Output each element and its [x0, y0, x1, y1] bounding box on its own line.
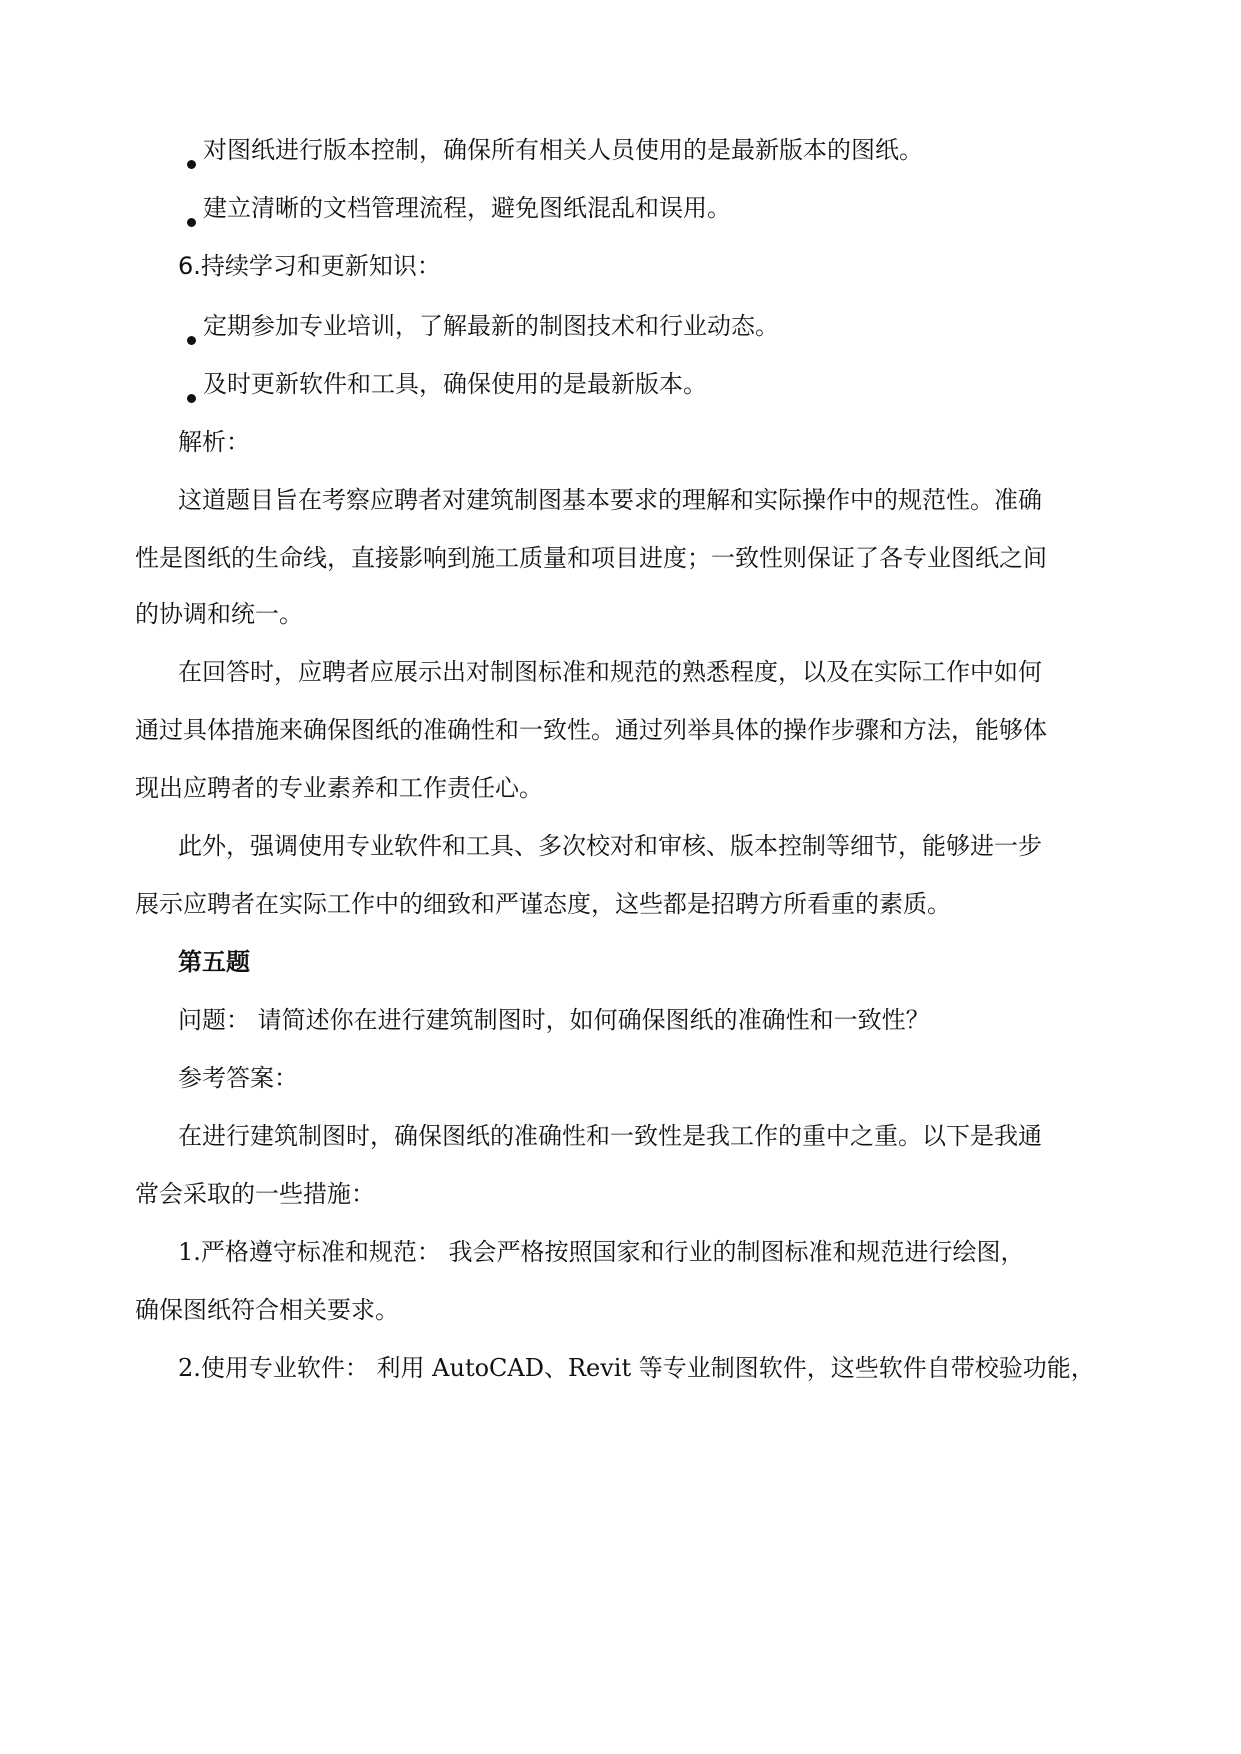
- analysis-label: 解析：: [178, 428, 250, 456]
- bullet-icon: [187, 336, 196, 345]
- paragraph-line: 这道题目旨在考察应聘者对建筑制图基本要求的理解和实际操作中的规范性。准确: [178, 486, 1042, 514]
- paragraph-line: 展示应聘者在实际工作中的细致和严谨态度，这些都是招聘方所看重的素质。: [135, 890, 951, 918]
- paragraph-line: 常会采取的一些措施：: [135, 1180, 375, 1208]
- numbered-item: 2.使用专业软件： 利用 AutoCAD、Revit 等专业制图软件，这些软件自带校验功能，: [178, 1354, 1095, 1382]
- paragraph-line: 通过具体措施来确保图纸的准确性和一致性。通过列举具体的操作步骤和方法，能够体: [135, 716, 1047, 744]
- bullet-text: 及时更新软件和工具，确保使用的是最新版本。: [203, 370, 707, 398]
- paragraph-line: 性是图纸的生命线，直接影响到施工质量和项目进度；一致性则保证了各专业图纸之间: [135, 544, 1047, 572]
- section-title: 第五题: [178, 947, 250, 976]
- bullet-text: 建立清晰的文档管理流程，避免图纸混乱和误用。: [203, 194, 731, 222]
- numbered-item: 1.严格遵守标准和规范： 我会严格按照国家和行业的制图标准和规范进行绘图，: [178, 1238, 1025, 1266]
- paragraph-line: 的协调和统一。: [135, 600, 303, 628]
- numbered-item: 确保图纸符合相关要求。: [135, 1296, 399, 1324]
- bullet-icon: [187, 218, 196, 227]
- bullet-icon: [187, 160, 196, 169]
- bullet-icon: [187, 394, 196, 403]
- bullet-text: 定期参加专业培训，了解最新的制图技术和行业动态。: [203, 312, 779, 340]
- paragraph-line: 在进行建筑制图时，确保图纸的准确性和一致性是我工作的重中之重。以下是我通: [178, 1122, 1042, 1150]
- question-text: 问题： 请简述你在进行建筑制图时，如何确保图纸的准确性和一致性？: [178, 1006, 930, 1034]
- bullet-text: 对图纸进行版本控制，确保所有相关人员使用的是最新版本的图纸。: [203, 136, 923, 164]
- answer-label: 参考答案：: [178, 1064, 298, 1092]
- paragraph-line: 在回答时，应聘者应展示出对制图标准和规范的熟悉程度，以及在实际工作中如何: [178, 658, 1042, 686]
- numbered-item-heading: 6.持续学习和更新知识：: [178, 252, 441, 280]
- paragraph-line: 此外，强调使用专业软件和工具、多次校对和审核、版本控制等细节，能够进一步: [178, 832, 1042, 860]
- paragraph-line: 现出应聘者的专业素养和工作责任心。: [135, 774, 543, 802]
